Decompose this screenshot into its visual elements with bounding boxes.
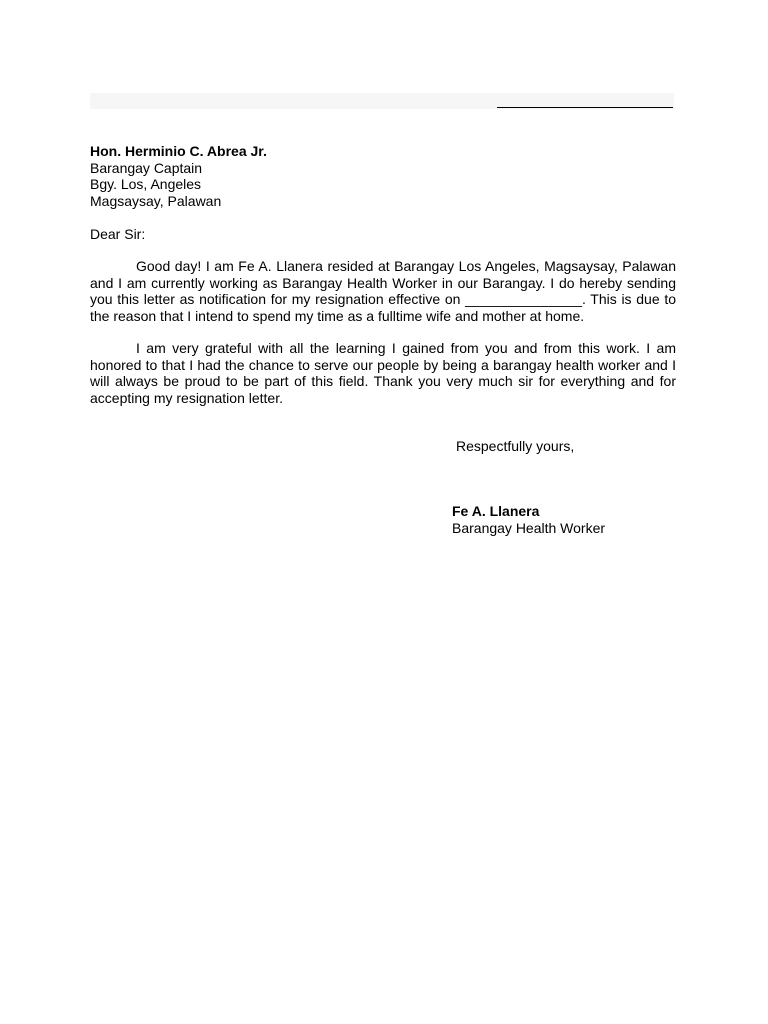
body-paragraph-1: Good day! I am Fe A. Llanera resided at Barangay Los Angeles, Magsaysay, Palawan and I am currently working as Barangay Health Worker in our Barangay. I do hereby sending you this letter as notification for my resignation effective on _______________. This is due to the reason that I intend to spend my time as a fulltime wife and mother at home. [90, 258, 676, 324]
sender-title: Barangay Health Worker [452, 519, 606, 536]
sender-name: Fe A. Llanera [452, 503, 540, 519]
recipient-title: Barangay Captain [90, 159, 203, 176]
signature-block [452, 503, 605, 536]
closing: Respectfully yours, [456, 438, 575, 454]
recipient-address-line-2: Magsaysay, Palawan [90, 192, 222, 209]
body-paragraph-2: I am very grateful with all the learning I gained from you and from this work. I am honored to that I had the chance to serve our people by being a barangay health worker and I will always be proud to be part of this field. Thank you very much sir for everything and for accepting my resignation letter. [90, 340, 676, 406]
recipient-name: Hon. Herminio C. Abrea Jr. [90, 143, 267, 159]
recipient-block [90, 143, 510, 209]
date-blank-line [497, 93, 673, 108]
salutation: Dear Sir: [90, 226, 146, 242]
recipient-address-line-1: Bgy. Los, Angeles [90, 176, 202, 192]
